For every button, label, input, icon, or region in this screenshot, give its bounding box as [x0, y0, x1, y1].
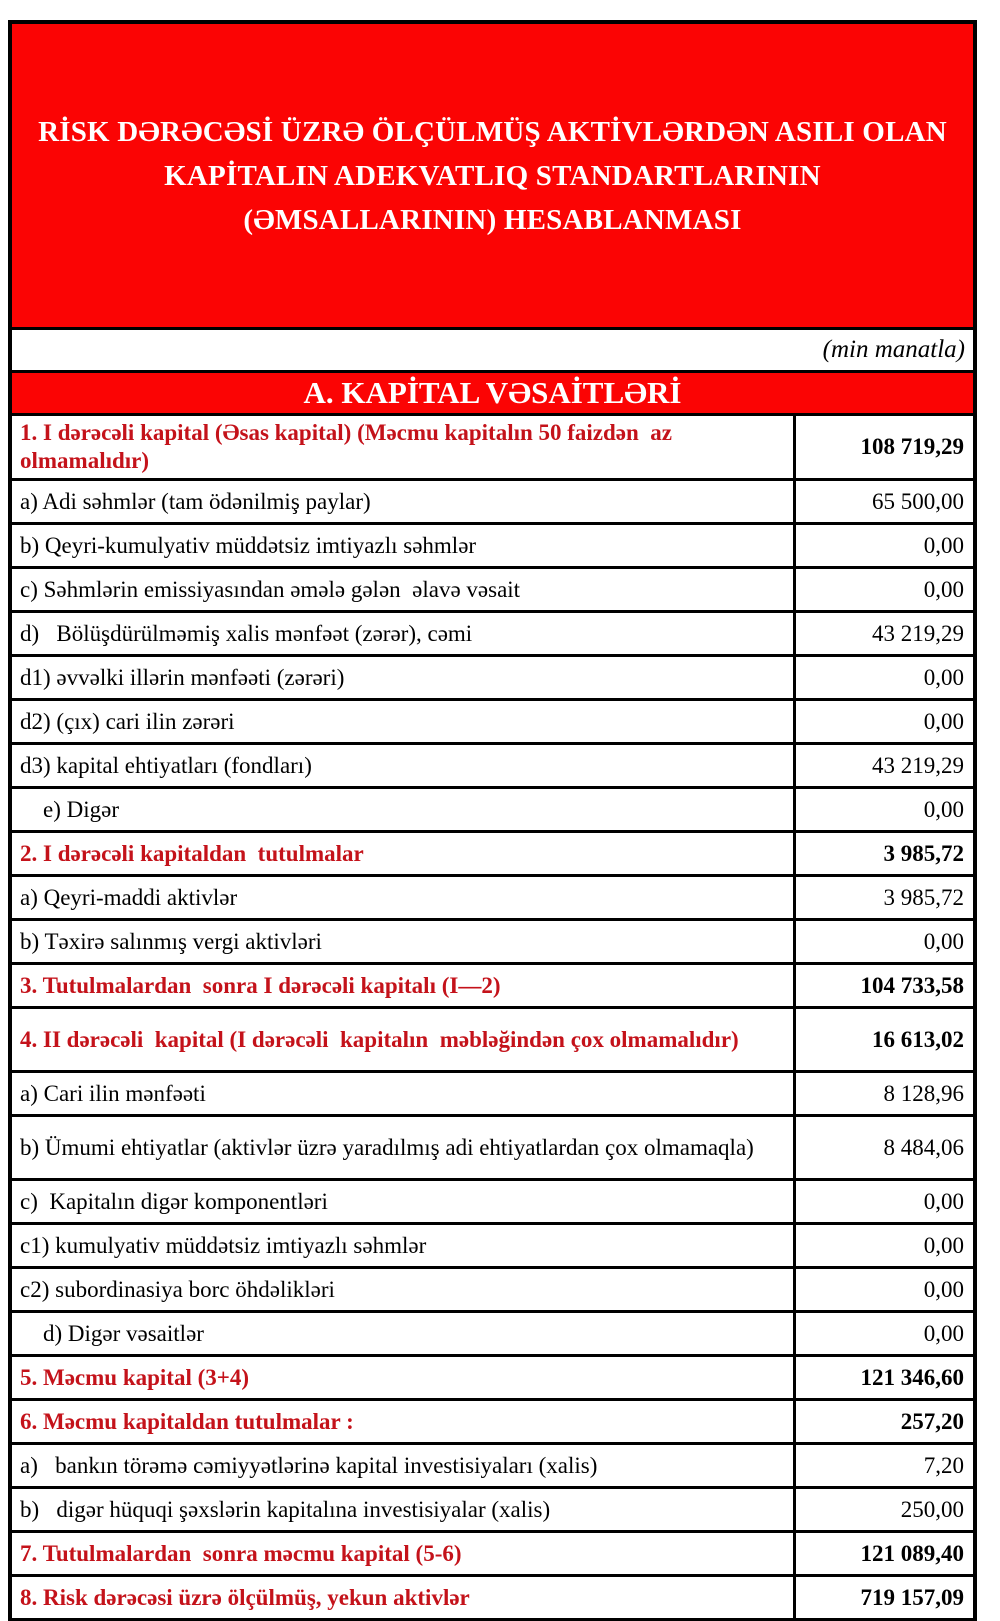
table-row [12, 921, 973, 965]
title-banner [12, 24, 973, 330]
row-value: 257,20 [793, 1401, 973, 1442]
row-value: 0,00 [793, 921, 973, 962]
row-label: d2) (çıx) cari ilin zərəri [20, 708, 235, 734]
row-value: 0,00 [793, 569, 973, 610]
table-row [12, 481, 973, 525]
row-value: 3 985,72 [793, 833, 973, 874]
table-row [12, 1357, 973, 1401]
row-value: 0,00 [793, 701, 973, 742]
row-label: a) Cari ilin mənfəəti [20, 1080, 206, 1106]
row-value: 121 346,60 [793, 1357, 973, 1398]
row-label: 1. I dərəcəli kapital (Əsas kapital) (Məcmu kapitalın 50 faizdən az olmamalıdır) [20, 420, 678, 473]
row-label: a) Adi səhmlər (tam ödənilmiş paylar) [20, 488, 371, 514]
row-value: 0,00 [793, 525, 973, 566]
row-label: b) Təxirə salınmış vergi aktivləri [20, 928, 322, 954]
row-label: d1) əvvəlki illərin mənfəəti (zərəri) [20, 664, 345, 690]
row-value: 65 500,00 [793, 481, 973, 522]
table-row [12, 1313, 973, 1357]
row-label: 3. Tutulmalardan sonra I dərəcəli kapitalı (I—2) [20, 972, 501, 998]
row-value: 0,00 [793, 1181, 973, 1222]
row-value: 0,00 [793, 789, 973, 830]
table-row [12, 1533, 973, 1577]
row-label: 7. Tutulmalardan sonra məcmu kapital (5-6) [20, 1540, 462, 1566]
report-sheet [8, 20, 977, 1621]
table-row [12, 789, 973, 833]
row-value: 250,00 [793, 1489, 973, 1530]
unit-note: (min manatla) [822, 336, 965, 363]
row-label: d3) kapital ehtiyatları (fondları) [20, 752, 312, 778]
report-title-line-2: KAPİTALIN ADEKVATLIQ STANDARTLARININ [164, 159, 821, 192]
table-row [12, 1401, 973, 1445]
row-label: 5. Məcmu kapital (3+4) [20, 1364, 250, 1390]
row-value: 7,20 [793, 1445, 973, 1486]
table-row [12, 701, 973, 745]
row-value: 0,00 [793, 1269, 973, 1310]
row-label: a) bankın törəmə cəmiyyətlərinə kapital investisiyaları (xalis) [20, 1452, 598, 1478]
table-row [12, 525, 973, 569]
table-row [12, 1073, 973, 1117]
table-row [12, 1009, 973, 1073]
row-value: 16 613,02 [793, 1009, 973, 1070]
row-value: 0,00 [793, 657, 973, 698]
table-row [12, 569, 973, 613]
table-row [12, 1577, 973, 1621]
row-label: 2. I dərəcəli kapitaldan tutulmalar [20, 840, 364, 866]
row-value: 43 219,29 [793, 745, 973, 786]
row-label: b) Ümumi ehtiyatlar (aktivlər üzrə yaradılmış adi ehtiyatlardan çox olmamaqla) [20, 1134, 754, 1160]
capital-table [12, 416, 973, 1621]
table-row [12, 877, 973, 921]
table-row [12, 657, 973, 701]
row-value: 8 484,06 [793, 1117, 973, 1178]
row-label: b) digər hüquqi şəxslərin kapitalına investisiyalar (xalis) [20, 1496, 551, 1522]
row-value: 0,00 [793, 1313, 973, 1354]
row-label: d) Digər vəsaitlər [20, 1320, 204, 1346]
table-row [12, 1117, 973, 1181]
table-row [12, 613, 973, 657]
table-row [12, 1269, 973, 1313]
row-label: 8. Risk dərəcəsi üzrə ölçülmüş, yekun aktivlər [20, 1584, 470, 1610]
table-row [12, 1225, 973, 1269]
row-value: 43 219,29 [793, 613, 973, 654]
row-label: c1) kumulyativ müddətsiz imtiyazlı səhmlər [20, 1232, 427, 1258]
report-title-line-3: (ƏMSALLARININ) HESABLANMASI [243, 203, 742, 236]
table-row [12, 1181, 973, 1225]
row-label: e) Digər [20, 796, 119, 822]
row-label: b) Qeyri-kumulyativ müddətsiz imtiyazlı səhmlər [20, 532, 477, 558]
row-value: 3 985,72 [793, 877, 973, 918]
table-row [12, 1489, 973, 1533]
table-row [12, 745, 973, 789]
row-value: 0,00 [793, 1225, 973, 1266]
row-label: 4. II dərəcəli kapital (I dərəcəli kapitalın məbləğindən çox olmamalıdır) [20, 1026, 739, 1052]
row-value: 104 733,58 [793, 965, 973, 1006]
row-label: a) Qeyri-maddi aktivlər [20, 884, 238, 910]
row-label: c2) subordinasiya borc öhdəlikləri [20, 1276, 335, 1302]
table-row [12, 833, 973, 877]
table-row [12, 416, 973, 481]
section-header: A. KAPİTAL VƏSAİTLƏRİ [12, 373, 973, 416]
report-title [38, 110, 947, 242]
row-label: c) Səhmlərin emissiyasından əmələ gələn əlavə vəsait [20, 576, 521, 602]
row-value: 121 089,40 [793, 1533, 973, 1574]
table-row [12, 1445, 973, 1489]
row-value: 8 128,96 [793, 1073, 973, 1114]
report-title-line-1: RİSK DƏRƏCƏSİ ÜZRƏ ÖLÇÜLMÜŞ AKTİVLƏRDƏN ASILI OLAN [38, 115, 947, 148]
row-label: c) Kapitalın digər komponentləri [20, 1188, 328, 1214]
unit-note-row [12, 330, 973, 373]
row-value: 719 157,09 [793, 1577, 973, 1618]
table-row [12, 965, 973, 1009]
row-value: 108 719,29 [793, 416, 973, 478]
row-label: 6. Məcmu kapitaldan tutulmalar : [20, 1408, 354, 1434]
row-label: d) Bölüşdürülməmiş xalis mənfəət (zərər), cəmi [20, 620, 473, 646]
